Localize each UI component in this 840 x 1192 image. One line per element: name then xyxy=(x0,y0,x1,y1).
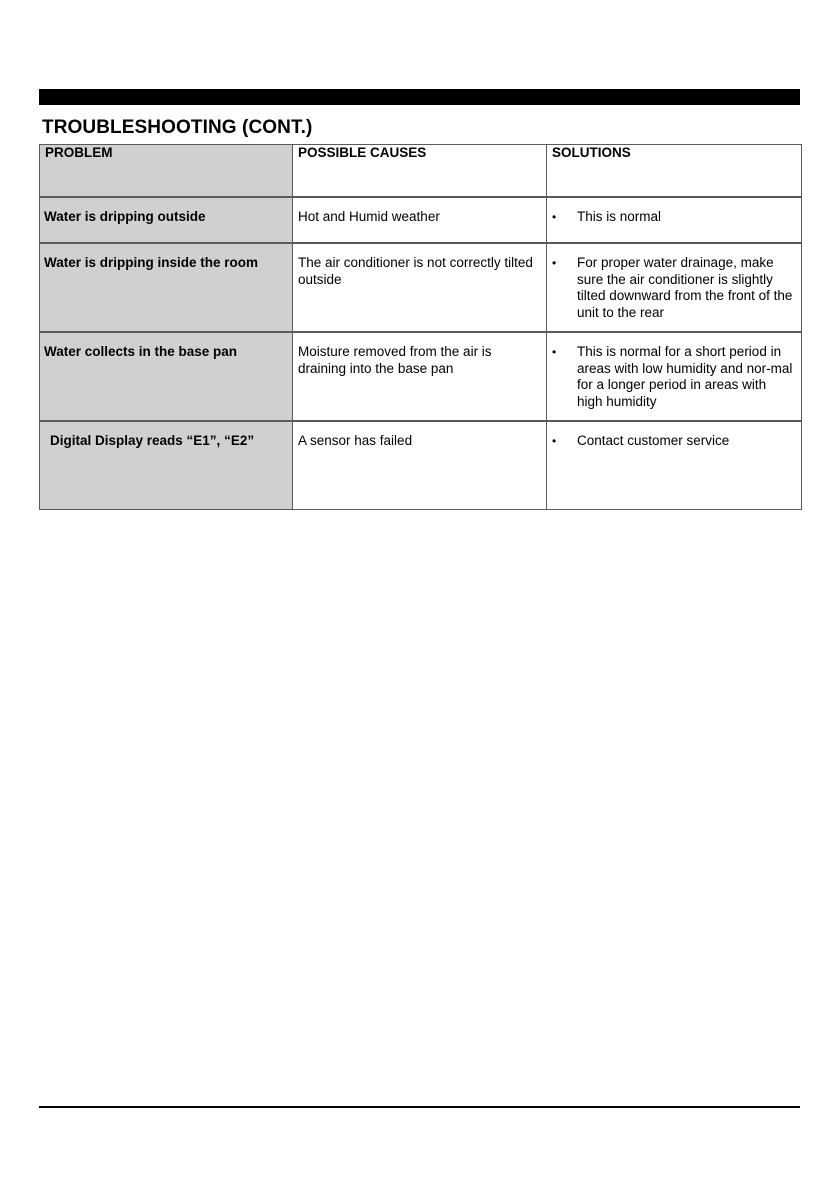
table-row xyxy=(40,243,802,332)
problem-cell: Digital Display reads “E1”, “E2” xyxy=(40,421,293,510)
header-solutions: SOLUTIONS xyxy=(547,145,802,198)
header-bar xyxy=(39,89,800,105)
bullet-icon: • xyxy=(552,210,557,224)
page-title: TROUBLESHOOTING (CONT.) xyxy=(42,117,313,138)
table-row xyxy=(40,197,802,243)
problem-cell: Water collects in the base pan xyxy=(40,332,293,421)
solution-cell: • Contact customer service xyxy=(547,421,802,510)
cause-cell: The air conditioner is not correctly tilted outside xyxy=(293,243,547,332)
solution-cell: • This is normal xyxy=(547,197,802,243)
cause-cell: A sensor has failed xyxy=(293,421,547,510)
bullet-icon: • xyxy=(552,434,557,448)
table-header-row xyxy=(40,145,802,198)
cause-cell: Hot and Humid weather xyxy=(293,197,547,243)
header-possible-causes: POSSIBLE CAUSES xyxy=(293,145,547,198)
header-problem: PROBLEM xyxy=(40,145,293,198)
solution-cell: • This is normal for a short period in areas with low humidity and nor-mal for a longer period in areas with high humidity xyxy=(547,332,802,421)
problem-cell: Water is dripping outside xyxy=(40,197,293,243)
solution-cell: • For proper water drainage, make sure the air conditioner is slightly tilted downward from the front of the unit to the rear xyxy=(547,243,802,332)
bullet-icon: • xyxy=(552,345,557,359)
footer-rule xyxy=(39,1106,800,1108)
troubleshooting-table xyxy=(39,144,802,510)
cause-cell: Moisture removed from the air is draining into the base pan xyxy=(293,332,547,421)
problem-cell: Water is dripping inside the room xyxy=(40,243,293,332)
table-row xyxy=(40,421,802,510)
table-row xyxy=(40,332,802,421)
bullet-icon: • xyxy=(552,256,557,270)
